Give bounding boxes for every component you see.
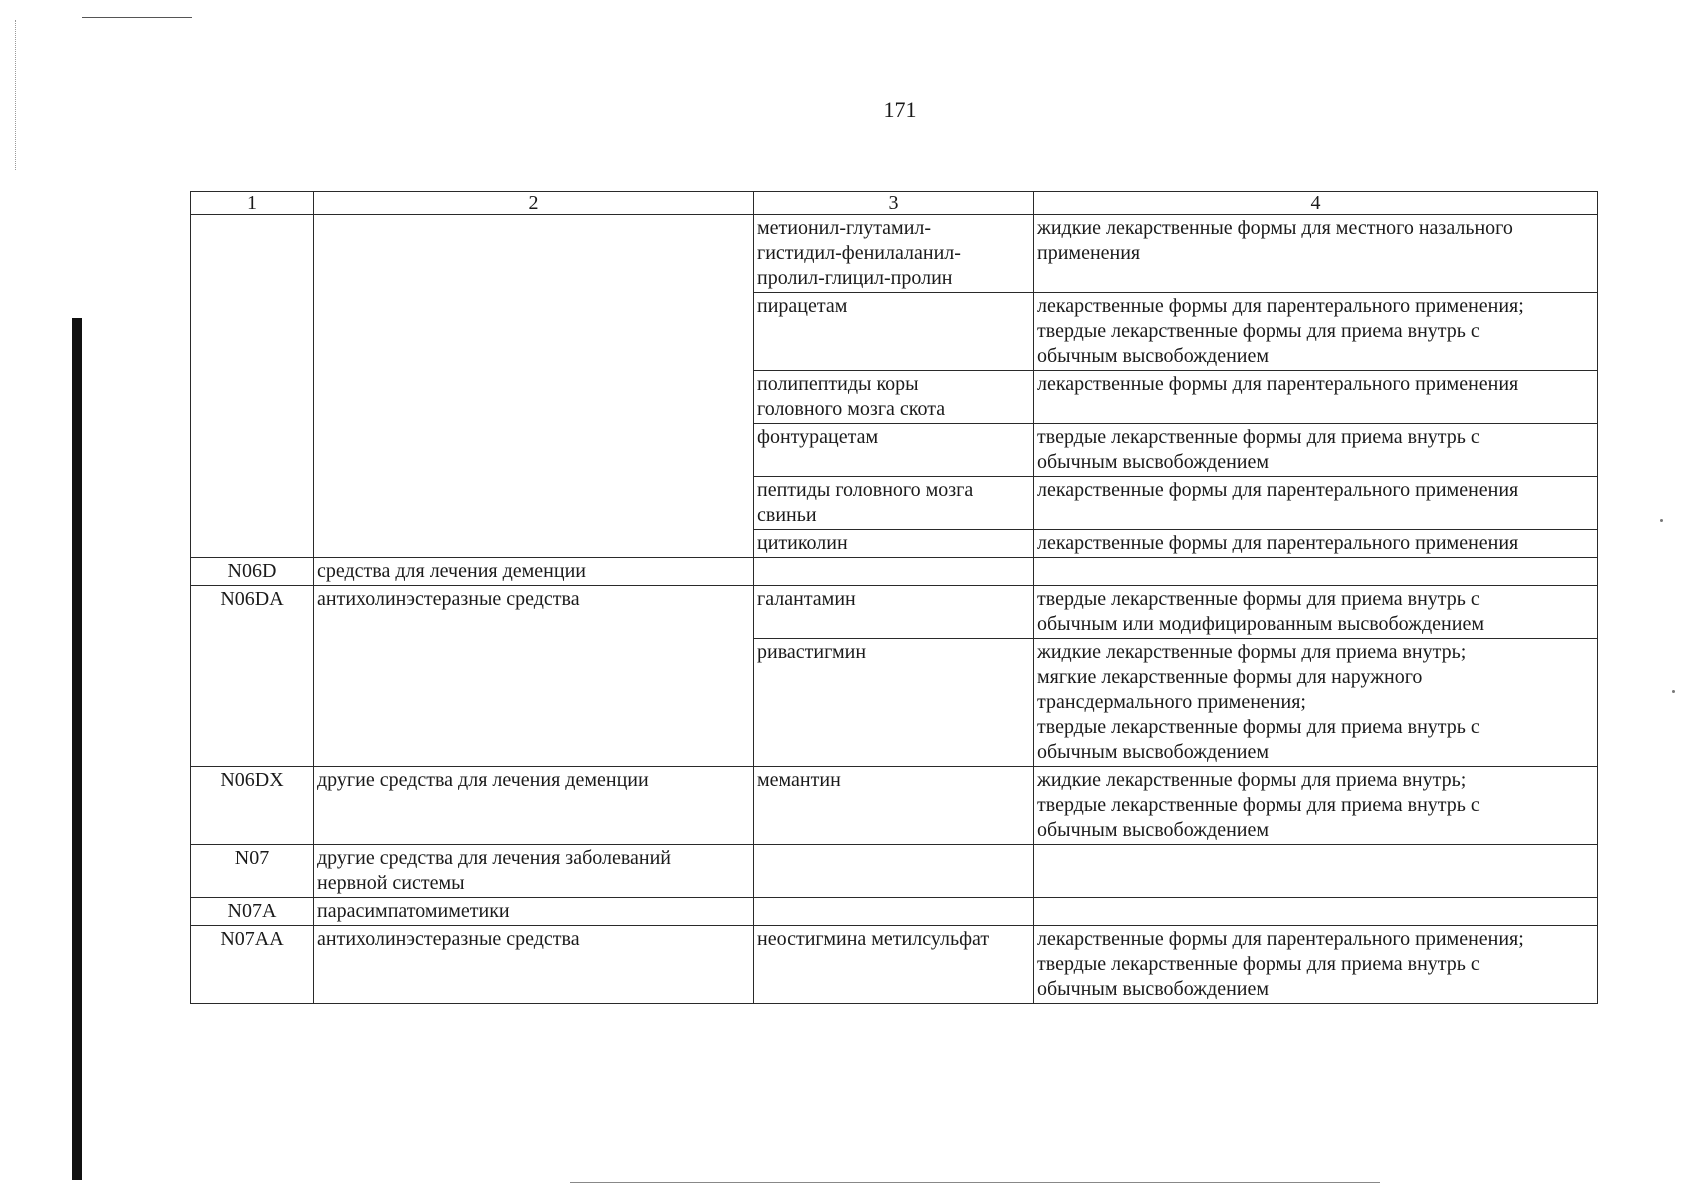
dosage-forms-cell <box>1034 215 1598 293</box>
dosage-forms-cell <box>1034 926 1598 1004</box>
scan-edge-mark <box>15 20 16 170</box>
dosage-form-text: твердые лекарственные формы для приема внутрь с <box>1037 716 1480 738</box>
drug-cell <box>754 639 1034 767</box>
table-row <box>191 845 1598 898</box>
dosage-forms-cell <box>1034 424 1598 477</box>
drug-name: ривастигмин <box>757 641 867 663</box>
dosage-form-text: применения <box>1037 242 1141 264</box>
dosage-forms-cell <box>1034 371 1598 424</box>
dosage-forms-cell <box>1034 845 1598 898</box>
dosage-form-text: обычным высвобождением <box>1037 819 1270 841</box>
dosage-form-text: твердые лекарственные формы для приема внутрь с <box>1037 588 1480 610</box>
dosage-form-text: лекарственные формы для парентерального применения <box>1037 373 1519 395</box>
group-name: другие средства для лечения деменции <box>317 769 649 791</box>
column-number-4: 4 <box>1034 192 1598 215</box>
drug-cell <box>754 477 1034 530</box>
page-number: 171 <box>883 97 917 122</box>
scan-speck <box>1660 519 1663 522</box>
dosage-form-text: твердые лекарственные формы для приема внутрь с <box>1037 320 1480 342</box>
drug-name: полипептиды коры <box>757 373 919 395</box>
drug-name: головного мозга скота <box>757 398 946 420</box>
dosage-forms-cell <box>1034 898 1598 926</box>
group-cell <box>314 586 754 767</box>
drug-name: пирацетам <box>757 295 848 317</box>
atc-code-cell: N07A <box>191 898 314 926</box>
table-row <box>191 926 1598 1004</box>
atc-code-cell: N06DX <box>191 767 314 845</box>
dosage-form-text: твердые лекарственные формы для приема внутрь с <box>1037 426 1480 448</box>
table-row <box>191 767 1598 845</box>
drug-cell <box>754 293 1034 371</box>
group-cell <box>314 926 754 1004</box>
drug-cell <box>754 371 1034 424</box>
dosage-form-text: жидкие лекарственные формы для приема внутрь; <box>1037 641 1467 663</box>
dosage-form-text: обычным высвобождением <box>1037 741 1270 763</box>
group-name: антихолинэстеразные средства <box>317 588 580 610</box>
dosage-forms-cell <box>1034 586 1598 639</box>
drug-name: фонтурацетам <box>757 426 879 448</box>
atc-code-cell <box>191 215 314 558</box>
drug-name: мемантин <box>757 769 841 791</box>
dosage-form-text: лекарственные формы для парентерального применения <box>1037 479 1519 501</box>
drug-name: галантамин <box>757 588 856 610</box>
drug-name: пролил-глицил-пролин <box>757 267 953 289</box>
group-cell <box>314 558 754 586</box>
drug-cell <box>754 586 1034 639</box>
dosage-form-text: лекарственные формы для парентерального применения <box>1037 532 1519 554</box>
scan-speck <box>1672 690 1675 693</box>
drug-name: пептиды головного мозга <box>757 479 974 501</box>
dosage-form-text: обычным высвобождением <box>1037 451 1270 473</box>
dosage-form-text: лекарственные формы для парентерального применения; <box>1037 928 1524 950</box>
drug-name: свиньи <box>757 504 817 526</box>
group-cell <box>314 898 754 926</box>
dosage-forms-cell <box>1034 639 1598 767</box>
drug-cell <box>754 424 1034 477</box>
table-row <box>191 215 1598 293</box>
group-name: парасимпатомиметики <box>317 900 510 922</box>
dosage-form-text: обычным или модифицированным высвобождением <box>1037 613 1484 635</box>
dosage-form-text: обычным высвобождением <box>1037 978 1270 1000</box>
dosage-form-text: лекарственные формы для парентерального применения; <box>1037 295 1524 317</box>
drug-name: гистидил-фенилаланил- <box>757 242 961 264</box>
dosage-forms-cell <box>1034 477 1598 530</box>
column-number-2: 2 <box>314 192 754 215</box>
drug-name: неостигмина метилсульфат <box>757 928 990 950</box>
drug-name: цитиколин <box>757 532 848 554</box>
drug-cell <box>754 767 1034 845</box>
dosage-form-text: трансдермального применения; <box>1037 691 1306 713</box>
atc-code-cell: N07AA <box>191 926 314 1004</box>
table-header-row <box>191 192 1598 215</box>
drug-name: метионил-глутамил- <box>757 217 932 239</box>
scan-binding-shadow <box>72 318 82 1180</box>
group-cell <box>314 215 754 558</box>
scan-edge-mark <box>570 1182 1380 1183</box>
drug-cell <box>754 926 1034 1004</box>
drug-cell <box>754 530 1034 558</box>
group-cell <box>314 845 754 898</box>
dosage-form-text: жидкие лекарственные формы для местного назального <box>1037 217 1513 239</box>
dosage-forms-cell <box>1034 767 1598 845</box>
dosage-form-text: твердые лекарственные формы для приема внутрь с <box>1037 794 1480 816</box>
dosage-form-text: твердые лекарственные формы для приема внутрь с <box>1037 953 1480 975</box>
dosage-form-text: жидкие лекарственные формы для приема внутрь; <box>1037 769 1467 791</box>
dosage-form-text: мягкие лекарственные формы для наружного <box>1037 666 1423 688</box>
column-number-1: 1 <box>191 192 314 215</box>
group-name: средства для лечения деменции <box>317 560 586 582</box>
table-row <box>191 558 1598 586</box>
drug-cell <box>754 898 1034 926</box>
atc-code-cell: N07 <box>191 845 314 898</box>
column-number-3: 3 <box>754 192 1034 215</box>
group-name: антихолинэстеразные средства <box>317 928 580 950</box>
group-cell <box>314 767 754 845</box>
group-name: другие средства для лечения заболеваний <box>317 847 672 869</box>
dosage-forms-cell <box>1034 293 1598 371</box>
dosage-forms-cell <box>1034 558 1598 586</box>
group-name: нервной системы <box>317 872 465 894</box>
drug-cell <box>754 845 1034 898</box>
drug-list-table <box>190 191 1598 1004</box>
drug-cell <box>754 215 1034 293</box>
dosage-form-text: обычным высвобождением <box>1037 345 1270 367</box>
scan-edge-mark <box>82 17 192 18</box>
atc-code-cell: N06DA <box>191 586 314 767</box>
table-row <box>191 586 1598 639</box>
drug-cell <box>754 558 1034 586</box>
atc-code-cell: N06D <box>191 558 314 586</box>
table-row <box>191 898 1598 926</box>
dosage-forms-cell <box>1034 530 1598 558</box>
